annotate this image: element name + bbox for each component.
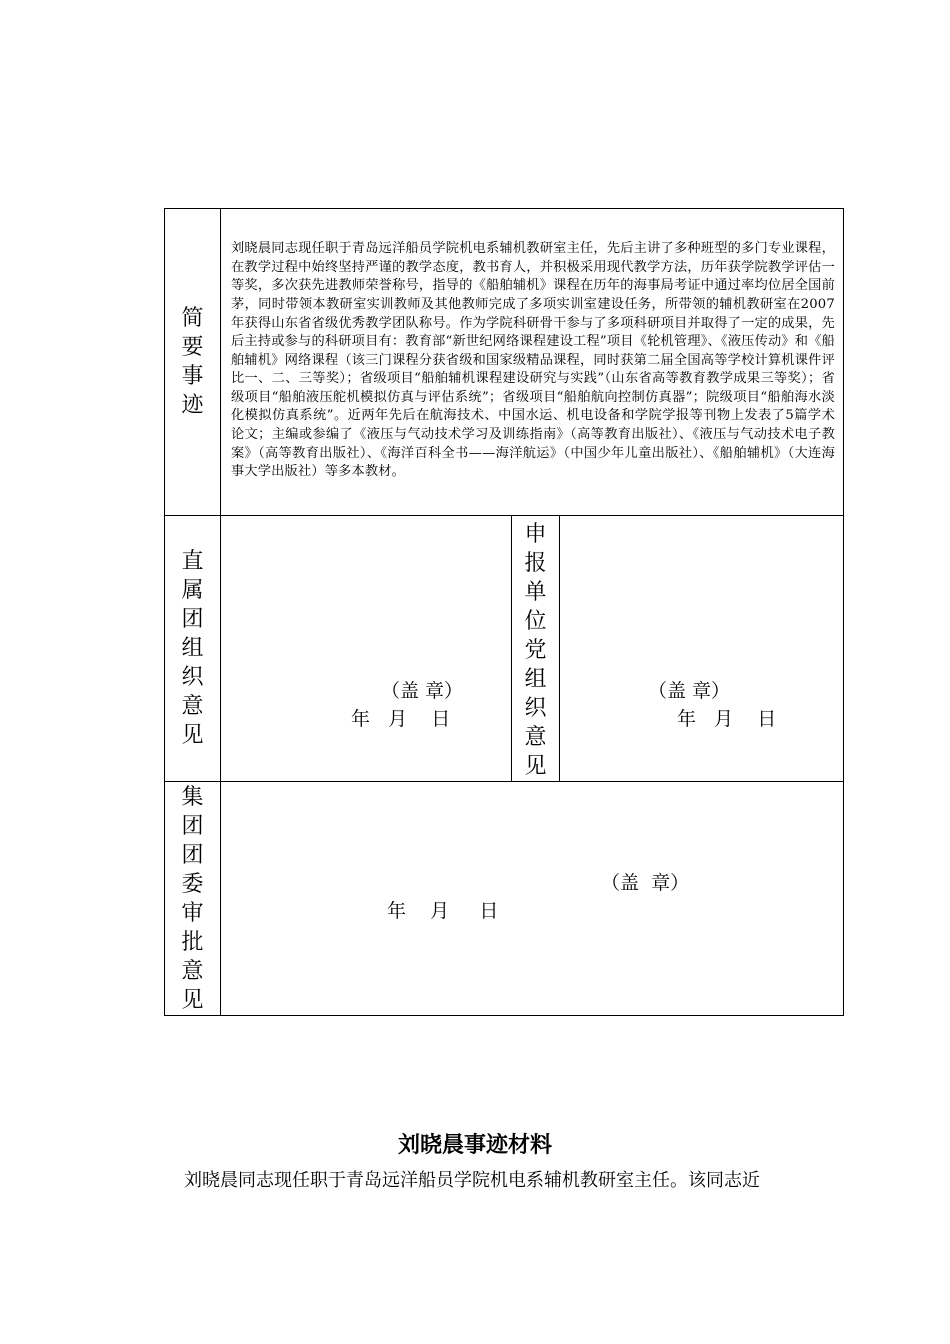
group-committee-label-char: 意 [181, 958, 204, 984]
direct-org-label-char: 组 [181, 636, 204, 661]
group-committee-label-char: 审 [181, 900, 204, 926]
group-committee-date: 年 月 日 [387, 900, 499, 922]
party-org-label-char: 报 [524, 551, 547, 576]
party-org-label-char: 单 [524, 580, 547, 605]
direct-org-label [165, 516, 221, 782]
group-committee-label-char: 集 [181, 784, 204, 810]
group-committee-label-char: 委 [181, 871, 204, 897]
approval-row [165, 782, 844, 1016]
party-org-label-char: 织 [524, 696, 547, 721]
group-committee-opinion-field[interactable] [221, 782, 844, 1016]
party-org-label-char: 见 [524, 754, 547, 779]
summary-label-char: 迹 [181, 393, 204, 418]
group-committee-label [165, 782, 221, 1016]
summary-label-char: 要 [181, 335, 204, 360]
party-org-label-char: 党 [524, 638, 547, 663]
direct-org-opinion-field[interactable] [221, 516, 512, 782]
direct-org-label-char: 见 [181, 723, 204, 748]
group-committee-stamp: （盖 章） [601, 872, 690, 894]
direct-org-label-char: 团 [181, 607, 204, 632]
direct-org-label-char: 意 [181, 694, 204, 719]
opinion-row [165, 516, 844, 782]
direct-org-label-char: 属 [181, 578, 204, 603]
summary-row [165, 209, 844, 516]
party-org-label [512, 516, 560, 782]
party-org-date: 年 月 日 [677, 708, 777, 730]
summary-label-char: 事 [181, 364, 204, 389]
party-org-label-char: 意 [524, 725, 547, 750]
party-org-label-char: 申 [524, 522, 547, 547]
group-committee-label-char: 团 [181, 842, 204, 868]
direct-org-label-char: 直 [181, 549, 204, 574]
document-paragraph: 刘晓晨同志现任职于青岛远洋船员学院机电系辅机教研室主任。该同志近 [184, 1170, 760, 1191]
direct-org-stamp: （盖 章） [381, 680, 464, 702]
summary-label [165, 209, 221, 516]
summary-label-char: 简 [181, 306, 204, 331]
party-org-label-char: 组 [524, 667, 547, 692]
group-committee-label-char: 批 [181, 929, 204, 955]
summary-text: 刘晓晨同志现任职于青岛远洋船员学院机电系辅机教研室主任，先后主讲了多种班型的多门专业课程，在教学过程中始终坚持严谨的教学态度，教书育人，并积极采用现代教学方法，历年获学院教学评估一等奖，多次获先进教师荣誉称号，指导的《船舶辅机》课程在历年的海事局考证中通过率均位居全国前茅，同时带领本教研室实训教师及其他教师完成了多项实训室建设任务，所带领的辅机教研室在2007年获得山东省省级优秀教学团队称号。作为学院科研骨干参与了多项科研项目并取得了一定的成果，先后主持或参与的科研项目有：教育部“新世纪网络课程建设工程”项目《轮机管理》、《液压传动》和《船舶辅机》网络课程（该三门课程分获省级和国家级精品课程，同时获第二届全国高等学校计算机课件评比一、二、三等奖）；省级项目“船舶辅机课程建设研究与实践”（山东省高等教育教学成果三等奖）；省级项目“船舶液压舵机模拟仿真与评估系统”；省级项目“船舶航向控制仿真器”；院级项目“船舶海水淡化模拟仿真系统”。近两年先后在航海技术、中国水运、机电设备和学院学报等刊物上发表了5篇学术论文；主编或参编了《液压与气动技术学习及训练指南》（高等教育出版社）、《液压与气动技术电子教案》（高等教育出版社）、《海洋百科全书——海洋航运》（中国少年儿童出版社）、《船舶辅机》（大连海事大学出版社）等多本教材。 [221, 209, 844, 516]
party-org-label-char: 位 [524, 609, 547, 634]
group-committee-label-char: 见 [181, 987, 204, 1013]
party-org-stamp: （盖 章） [648, 680, 731, 702]
document-title: 刘晓晨事迹材料 [397, 1133, 552, 1158]
application-form-table [164, 208, 844, 1016]
group-committee-label-char: 团 [181, 813, 204, 839]
direct-org-label-char: 织 [181, 665, 204, 690]
party-org-opinion-field[interactable] [560, 516, 844, 782]
direct-org-date: 年 月 日 [351, 708, 451, 730]
